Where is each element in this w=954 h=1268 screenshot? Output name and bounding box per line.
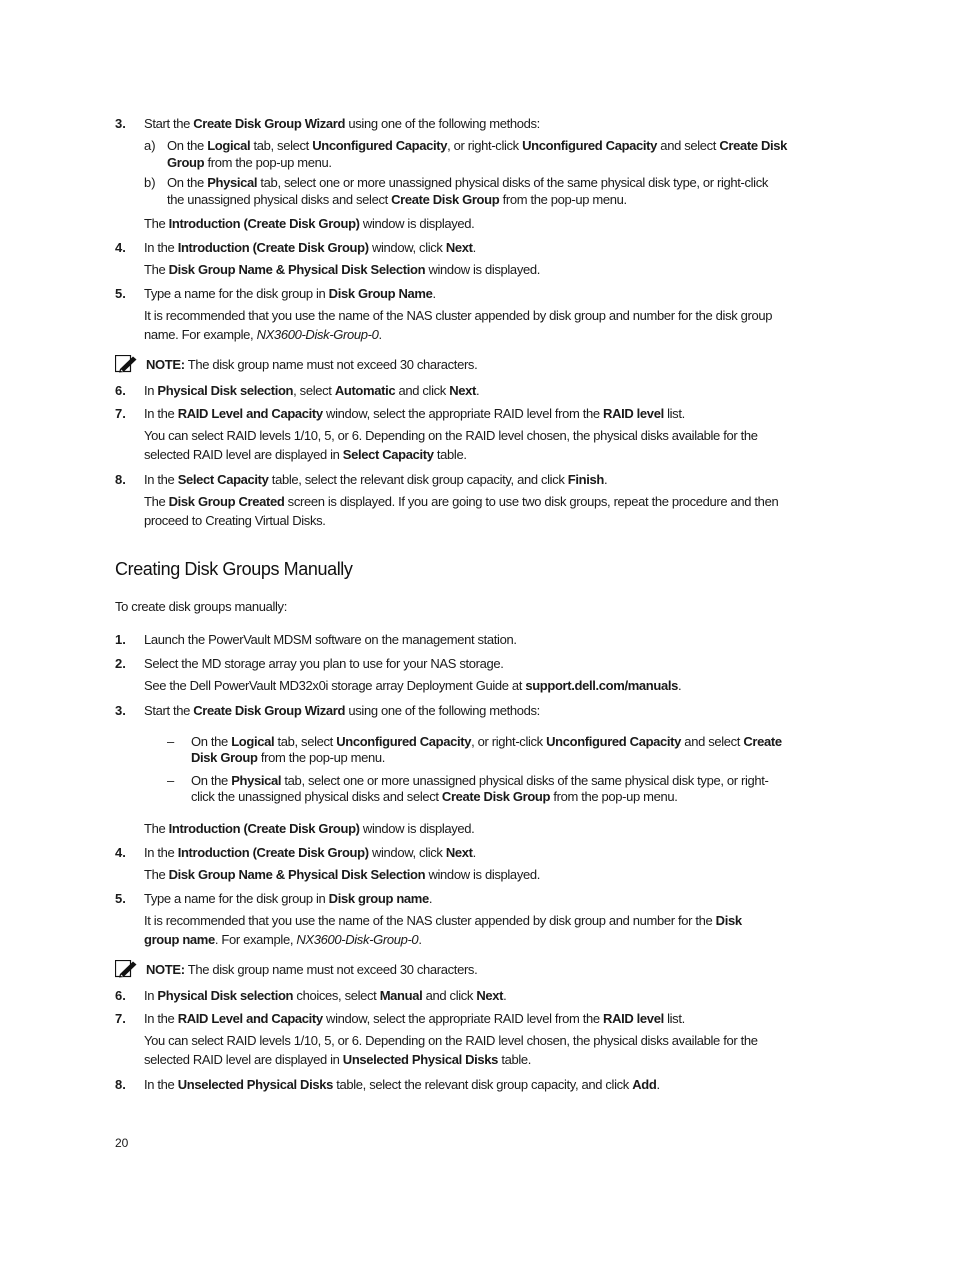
substep-label: b)	[144, 175, 156, 190]
step-text: In the Introduction (Create Disk Group) window, click Next.	[144, 240, 476, 255]
step-text: Start the Create Disk Group Wizard using one of the following methods:	[144, 703, 540, 718]
bullet-dash: –	[167, 734, 175, 749]
step-detail: selected RAID level are displayed in Select Capacity table.	[144, 447, 467, 462]
step-detail: group name. For example, NX3600-Disk-Group-0.	[144, 932, 422, 947]
note-pencil-icon	[115, 960, 137, 978]
step-text: In the Select Capacity table, select the relevant disk group capacity, and click Finish.	[144, 472, 608, 487]
step-text: In Physical Disk selection choices, select Manual and click Next.	[144, 988, 507, 1003]
step-text: In Physical Disk selection, select Automatic and click Next.	[144, 383, 480, 398]
step-text: Type a name for the disk group in Disk Group Name.	[144, 286, 436, 301]
section-intro: To create disk groups manually:	[115, 599, 287, 614]
substep-text: On the Physical tab, select one or more unassigned physical disks of the same physical disk type, or right-click	[167, 175, 769, 190]
step-text: Launch the PowerVault MDSM software on the management station.	[144, 632, 517, 647]
step-number: 4.	[115, 845, 126, 860]
step-result: The Introduction (Create Disk Group) window is displayed.	[144, 821, 475, 836]
step-detail: It is recommended that you use the name of the NAS cluster appended by disk group and number for the disk group	[144, 308, 773, 323]
substep-text: the unassigned physical disks and select Create Disk Group from the pop-up menu.	[167, 192, 627, 207]
step-number: 5.	[115, 286, 126, 301]
step-text: Select the MD storage array you plan to use for your NAS storage.	[144, 656, 504, 671]
step-detail: name. For example, NX3600-Disk-Group-0.	[144, 327, 382, 342]
step-number: 2.	[115, 656, 126, 671]
step-result: The Disk Group Name & Physical Disk Selection window is displayed.	[144, 867, 540, 882]
bullet-text: click the unassigned physical disks and select Create Disk Group from the pop-up menu.	[191, 789, 678, 804]
step-text: In the Unselected Physical Disks table, select the relevant disk group capacity, and click Add.	[144, 1077, 660, 1092]
bullet-dash: –	[167, 773, 175, 788]
step-number: 6.	[115, 383, 126, 398]
bullet-text: Disk Group from the pop-up menu.	[191, 750, 386, 765]
section-heading: Creating Disk Groups Manually	[115, 559, 353, 579]
note-text: NOTE: The disk group name must not exceed 30 characters.	[146, 962, 478, 977]
step-result: The Disk Group Name & Physical Disk Selection window is displayed.	[144, 262, 540, 277]
note-text: NOTE: The disk group name must not exceed 30 characters.	[146, 357, 478, 372]
step-number: 1.	[115, 632, 126, 647]
note-pencil-icon	[115, 355, 137, 373]
substep-text: Group from the pop-up menu.	[167, 155, 332, 170]
step-number: 7.	[115, 406, 126, 421]
support-link[interactable]: support.dell.com/manuals	[525, 678, 678, 693]
step-detail: You can select RAID levels 1/10, 5, or 6. Depending on the RAID level chosen, the physical disks available for the	[144, 1033, 758, 1048]
step-detail: It is recommended that you use the name of the NAS cluster appended by disk group and number for the Disk	[144, 913, 742, 928]
step-text: In the Introduction (Create Disk Group) window, click Next.	[144, 845, 476, 860]
step-text: Start the Create Disk Group Wizard using one of the following methods:	[144, 116, 540, 131]
step-detail: You can select RAID levels 1/10, 5, or 6. Depending on the RAID level chosen, the physical disks available for the	[144, 428, 758, 443]
step-number: 8.	[115, 472, 126, 487]
step-number: 4.	[115, 240, 126, 255]
bullet-text: On the Physical tab, select one or more unassigned physical disks of the same physical disk type, or right-	[191, 773, 769, 788]
step-number: 5.	[115, 891, 126, 906]
step-number: 7.	[115, 1011, 126, 1026]
step-result: The Disk Group Created screen is displayed. If you are going to use two disk groups, repeat the procedure and then	[144, 494, 779, 509]
step-text: In the RAID Level and Capacity window, select the appropriate RAID level from the RAID level list.	[144, 1011, 685, 1026]
step-number: 3.	[115, 703, 126, 718]
step-number: 8.	[115, 1077, 126, 1092]
substep-label: a)	[144, 138, 156, 153]
substep-text: On the Logical tab, select Unconfigured Capacity, or right-click Unconfigured Capacity and select Create Disk	[167, 138, 788, 153]
step-text: Type a name for the disk group in Disk group name.	[144, 891, 433, 906]
step-detail: See the Dell PowerVault MD32x0i storage array Deployment Guide at support.dell.com/manuals.	[144, 678, 682, 693]
step-number: 6.	[115, 988, 126, 1003]
step-text: In the RAID Level and Capacity window, select the appropriate RAID level from the RAID level list.	[144, 406, 685, 421]
step-detail: selected RAID level are displayed in Unselected Physical Disks table.	[144, 1052, 532, 1067]
bullet-text: On the Logical tab, select Unconfigured Capacity, or right-click Unconfigured Capacity and select Create	[191, 734, 782, 749]
step-result: The Introduction (Create Disk Group) window is displayed.	[144, 216, 475, 231]
step-number: 3.	[115, 116, 126, 131]
step-result: proceed to Creating Virtual Disks.	[144, 513, 326, 528]
page-number: 20	[115, 1136, 129, 1150]
